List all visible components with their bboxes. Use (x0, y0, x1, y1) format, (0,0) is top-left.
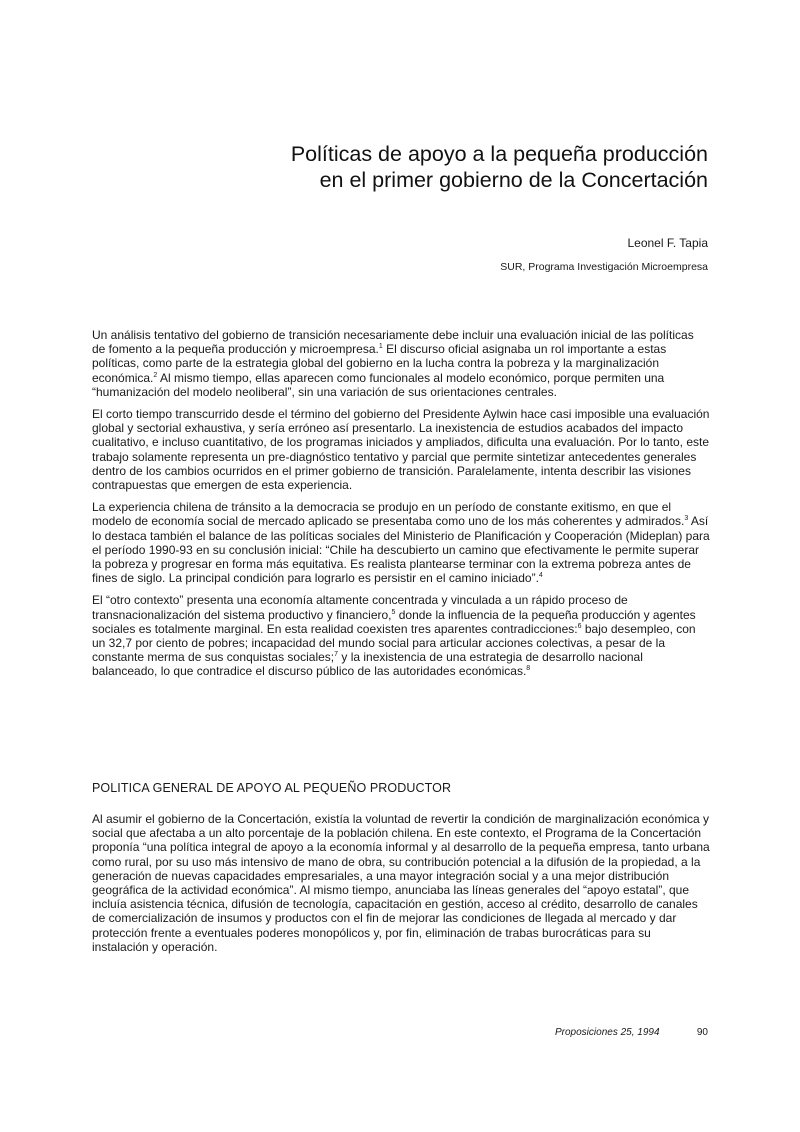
paragraph (92, 407, 710, 492)
text-run: Así lo destaca también el balance de las políticas sociales del Ministerio de Planificación y Cooperación (Mideplan) para el período 1990-93 en su conclusión inicial: “Chile ha descubierto un camino que efectivamente le permite superar la pobreza y progresar en forma más equitativa. Es realista plantearse terminar con la extrema pobreza antes de fines de siglo. La principal condición para lograrlo es persistir en el camino iniciado”. (92, 514, 710, 586)
text-run: Un análisis tentativo del gobierno de transición necesariamente debe incluir una evaluación inicial de las políticas de fomento a la pequeña producción y microempresa. (92, 328, 694, 357)
text-run: Al mismo tiempo, ellas aparecen como funcionales al modelo económico, porque permiten una “humanización del modelo neoliberal”, sin una variación de sus orientaciones centrales. (92, 370, 665, 399)
paragraph (92, 593, 710, 678)
footnote-ref: 6 (577, 622, 582, 630)
text-run: El corto tiempo transcurrido desde el término del gobierno del Presidente Aylwin hace casi imposible una evaluación global y sectorial exhaustiva, y sería erróneo así presentarlo. La inexistencia de estudios acabados del impacto cualitativo, e incluso cuantitativo, de los programas iniciados y ampliados, dificulta una evaluación. Por lo tanto, este trabajo solamente representa un pre-diagnóstico tentativo y parcial que permite sintetizar antecedentes generales dentro de los cambios ocurridos en el primer gobierno de transición. Paralelamente, intenta describir las visiones contrapuestas que emergen de esta experiencia. (92, 407, 710, 493)
author-name: Leonel F. Tapia (627, 236, 708, 250)
footnote-ref: 7 (334, 651, 339, 659)
text-run: El discurso oficial asignaba un rol importante a estas políticas, como parte de la estrategia global del gobierno en la lucha contra la pobreza y la marginalización económica. (92, 342, 667, 385)
text-run: bajo desempleo, con un 32,7 por ciento de pobres; incapacidad del mundo social para articular acciones colectivas, a pesar de la constante merma de sus conquistas sociales; (92, 621, 696, 665)
section-body (92, 812, 710, 954)
text-run: donde la influencia de la pequeña producción y agentes sociales es totalmente marginal. En esta realidad coexisten tres aparentes contradicciones: (92, 607, 696, 636)
text-run: y la inexistencia de una estrategia de desarrollo nacional balanceado, lo que contradice el discurso público de las autoridades económicas. (92, 650, 643, 679)
author-affiliation: SUR, Programa Investigación Microempresa (500, 261, 708, 273)
footnote-ref: 5 (391, 608, 396, 616)
paragraph (92, 500, 710, 585)
paragraph: Al asumir el gobierno de la Concertación, existía la voluntad de revertir la condición de marginalización económica y social que afectaba a un alto porcentaje de la población chilena. En este contexto, el Programa de la Concertación proponía “una política integral de apoyo a la economía informal y al desarrollo de la pequeña empresa, tanto urbana como rural, por su uso más intensivo de mano de obra, su contribución potencial a la difusión de la propiedad, a la generación de nuevas capacidades empresariales, a una mayor integración social y a una mejor distribución geográfica de la actividad económica”. Al mismo tiempo, anunciaba las líneas generales del “apoyo estatal”, que incluía asistencia técnica, difusión de tecnología, capacitación en gestión, acceso al crédito, desarrollo de canales de comercialización de insumos y productos con el fin de mejorar las condiciones de llegada al mercado y dar protección frente a eventuales poderes monopólicos y, por fin, eliminación de trabas burocráticas para su instalación y operación. (92, 812, 710, 954)
page-number: 90 (696, 1027, 708, 1038)
journal-citation: Proposiciones 25, 1994 (555, 1027, 660, 1038)
text-run: El “otro contexto” presenta una economía altamente concentrada y vinculada a un rápido proceso de transnacionalización del sistema productivo y financiero, (92, 593, 628, 622)
paragraph (92, 328, 710, 399)
footnote-ref: 2 (153, 371, 158, 379)
footnote-ref: 4 (538, 572, 543, 580)
title-line-1: Políticas de apoyo a la pequeña producción (290, 142, 708, 166)
intro-body (92, 328, 710, 687)
footnote-ref: 8 (526, 665, 531, 673)
section-heading: POLITICA GENERAL DE APOYO AL PEQUEÑO PRODUCTOR (92, 781, 452, 795)
text-run: La experiencia chilena de tránsito a la democracia se produjo en un período de constante exitismo, en que el modelo de economía social de mercado aplicado se presentaba como uno de los más coherentes y admirados. (92, 500, 685, 529)
footnote-ref: 1 (378, 343, 383, 351)
article-title (188, 141, 708, 193)
footnote-ref: 3 (684, 515, 689, 523)
title-line-2: en el primer gobierno de la Concertación (319, 168, 708, 192)
